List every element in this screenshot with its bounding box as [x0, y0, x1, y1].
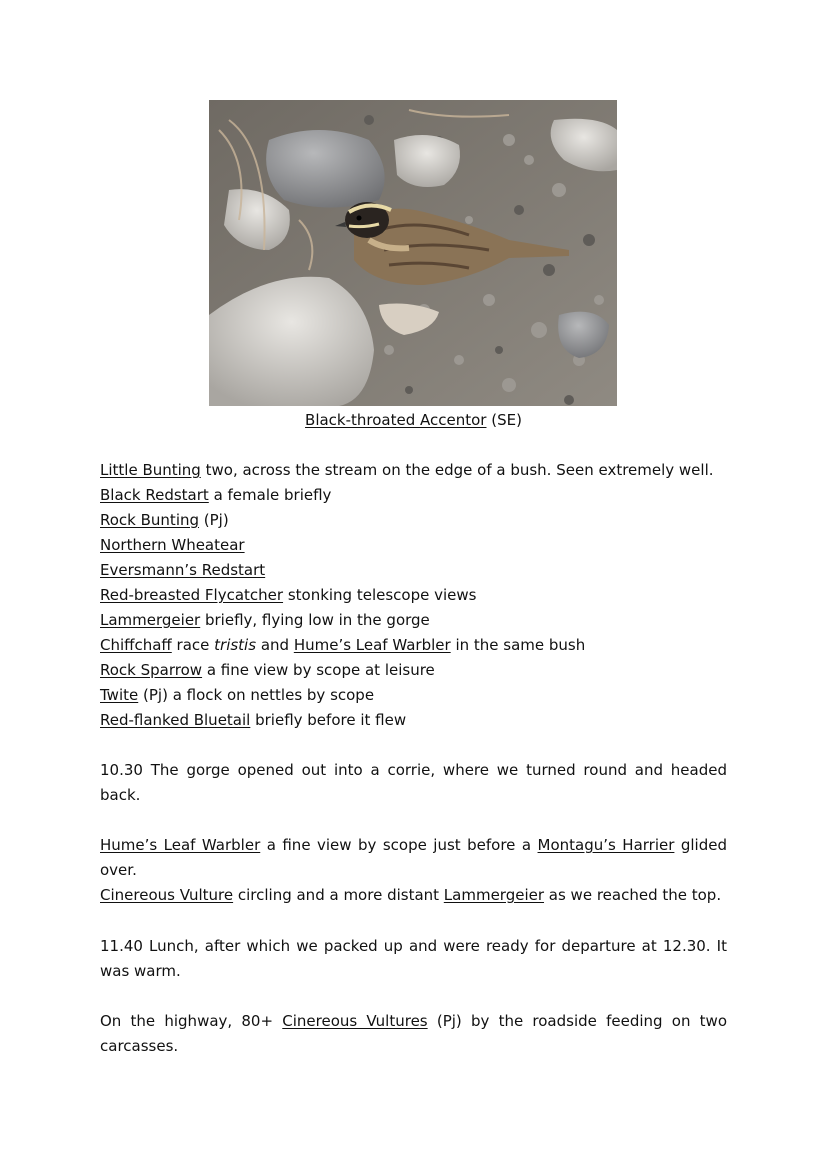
list-item: Black Redstart a female briefly — [100, 486, 332, 504]
paragraph-vulture: Cinereous Vulture circling and a more distant Lammergeier as we reached the top. — [100, 886, 722, 904]
list-item: Rock Bunting (Pj) — [100, 511, 229, 529]
bird-photo — [209, 100, 617, 406]
sightings-list — [100, 458, 727, 733]
paragraph-lunch: 11.40 Lunch, after which we packed up and were ready for departure at 12.30. It was warm. — [100, 937, 727, 980]
list-item: Rock Sparrow a fine view by scope at leisure — [100, 661, 435, 679]
caption-observer: (SE) — [486, 411, 522, 429]
list-item: Red-flanked Bluetail briefly before it flew — [100, 711, 407, 729]
list-item: Eversmann’s Redstart — [100, 561, 266, 579]
paragraph-sightings-return — [100, 833, 727, 908]
paragraph-corrie: 10.30 The gorge opened out into a corrie, where we turned round and headed back. — [100, 761, 727, 804]
list-item: Red-breasted Flycatcher stonking telescope views — [100, 586, 477, 604]
paragraph-humes: Hume’s Leaf Warbler a fine view by scope just before a Montagu’s Harrier glided over. — [100, 836, 727, 879]
paragraph-highway: On the highway, 80+ Cinereous Vultures (Pj) by the roadside feeding on two carcasses. — [100, 1012, 727, 1055]
list-item: Twite (Pj) a flock on nettles by scope — [100, 686, 375, 704]
caption-species: Black-throated Accentor — [305, 411, 487, 429]
list-item: Chiffchaff race tristis and Hume’s Leaf Warbler in the same bush — [100, 636, 586, 654]
list-item: Little Bunting two, across the stream on the edge of a bush. Seen extremely well. — [100, 461, 714, 479]
list-item: Lammergeier briefly, flying low in the gorge — [100, 611, 430, 629]
photo-caption — [100, 409, 727, 431]
list-item: Northern Wheatear — [100, 536, 245, 554]
